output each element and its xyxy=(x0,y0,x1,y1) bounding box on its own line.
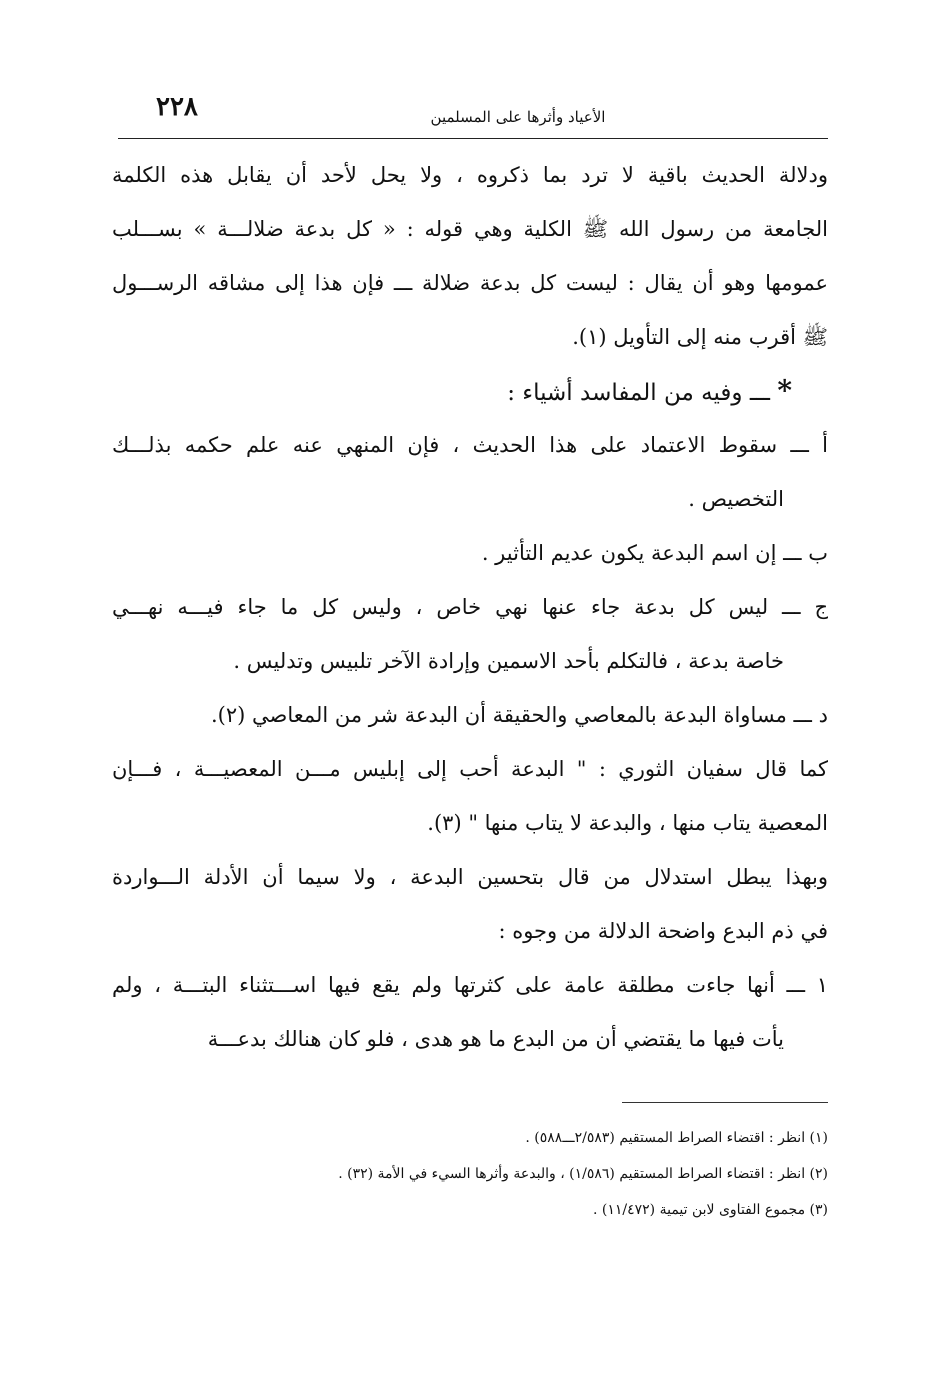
list-item-dal: د ـــ مساواة البدعة بالمعاصي والحقيقة أن البدعة شر من المعاصي (٢). xyxy=(210,703,828,727)
footnote-3: (٣) مجموع الفتاوى لابن تيمية (١١/٤٧٢) . xyxy=(592,1202,828,1218)
text-line: التخصيص . xyxy=(688,487,784,511)
footnote-2: (٢) انظر : اقتضاء الصراط المستقيم (١/٥٨٦) ، والبدعة وأثرها السيء في الأمة (٣٢) . xyxy=(338,1166,828,1182)
text-line: يأت فيها ما يقتضي أن من البدع ما هو هدى ، فلو كان هنالك بدعـــة xyxy=(207,1027,784,1051)
list-item-jim: ج ـــ ليس كل بدعة جاء عنها نهي خاص ، وليس كل ما جاء فيـــه نهـــي xyxy=(112,595,828,619)
page-header xyxy=(118,88,828,139)
list-item-alif: أ ـــ سقوط الاعتماد على هذا الحديث ، فإن المنهي عنه علم حكمه بذلـــك xyxy=(112,433,828,457)
list-item-ba: ب ـــ إن اسم البدعة يكون عديم التأثير . xyxy=(481,541,828,565)
running-title: الأعياد وأثرها على المسلمين xyxy=(430,108,606,126)
star-marker: * xyxy=(777,374,792,407)
section-heading-text: ـــ وفيه من المفاسد أشياء : xyxy=(507,380,771,406)
section-heading xyxy=(112,364,828,418)
footnote-separator xyxy=(622,1102,828,1103)
text-line: المعصية يتاب منها ، والبدعة لا يتاب منها " (٣). xyxy=(427,811,828,835)
text-line: في ذم البدع واضحة الدلالة من وجوه : xyxy=(498,919,828,943)
text-line: وبهذا يبطل استدلال من قال بتحسين البدعة ، ولا سيما أن الأدلة الـــواردة xyxy=(112,865,828,889)
main-text xyxy=(112,148,828,1066)
text-line: ﷺ أقرب منه إلى التأويل (١). xyxy=(572,325,828,349)
text-line: خاصة بدعة ، فالتكلم بأحد الاسمين وإرادة الآخر تلبيس وتدليس . xyxy=(233,649,784,673)
text-line: كما قال سفيان الثوري : " البدعة أحب إلى إبليس مـــن المعصيـــة ، فـــإن xyxy=(112,757,828,781)
page-number: ٢٢٨ xyxy=(156,92,198,122)
text-line: ودلالة الحديث باقية لا ترد بما ذكروه ، ولا يحل لأحد أن يقابل هذه الكلمة xyxy=(112,163,828,187)
footnotes xyxy=(112,1120,828,1228)
text-line: عمومها وهو أن يقال : ليست كل بدعة ضلالة ـــ فإن هذا إلى مشاقه الرســـول xyxy=(112,271,828,295)
list-item-one: ١ ـــ أنها جاءت مطلقة عامة على كثرتها ولم يقع فيها اســـتثناء البتـــة ، ولم xyxy=(112,973,828,997)
text-line: الجامعة من رسول الله ﷺ الكلية وهي قوله : « كل بدعة ضلالـــة » بســـلب xyxy=(112,217,828,241)
footnote-1: (١) انظر : اقتضاء الصراط المستقيم (٢/٥٨٣ـــ٥٨٨) . xyxy=(525,1130,828,1146)
